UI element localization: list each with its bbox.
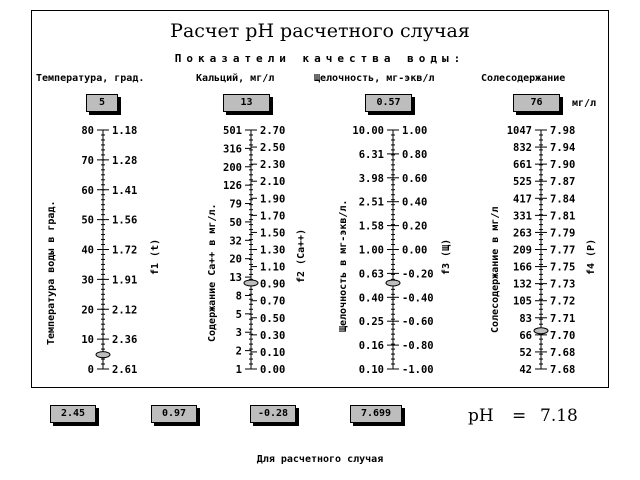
scale4-right-label: f4 (P) bbox=[586, 238, 597, 275]
header-temperature: Температура, град. bbox=[36, 73, 145, 84]
scale1-right-tick-label: 1.28 bbox=[112, 154, 138, 167]
scale1-left-tick-label: 50 bbox=[81, 214, 94, 227]
scale4-left-tick-label: 417 bbox=[513, 193, 532, 206]
scale4-left-tick-label: 1047 bbox=[506, 125, 532, 137]
scale3-left-tick-label: 1.00 bbox=[358, 244, 384, 257]
scale4-right-tick-label: 7.68 bbox=[550, 346, 576, 359]
scale4-right-tick-label: 7.98 bbox=[550, 125, 576, 137]
scale4-right-tick-label: 7.94 bbox=[550, 142, 576, 155]
salinity-unit: мг/л bbox=[572, 98, 597, 109]
scale2-right-tick-label: 0.90 bbox=[260, 278, 286, 291]
scale1-left-tick-label: 40 bbox=[81, 244, 94, 257]
scale3-left-label: Щелочность в мг-экв/л. bbox=[338, 199, 349, 332]
scale3-left-tick-label: 6.31 bbox=[358, 148, 384, 161]
scale2-right-tick-label: 1.50 bbox=[260, 227, 286, 240]
scale1-left-tick-label: 10 bbox=[81, 334, 94, 347]
salinity-input[interactable]: 76 bbox=[513, 94, 560, 112]
scale2-right-tick-label: 0.70 bbox=[260, 295, 286, 308]
scale3-left-tick-label: 0.16 bbox=[358, 340, 384, 353]
scale4-left-tick-label: 166 bbox=[513, 261, 532, 274]
footer-caption: Для расчетного случая bbox=[256, 454, 384, 465]
scale2-left-label: Содержание Са++ в мг/л. bbox=[207, 203, 218, 342]
scale2-right-tick-label: 2.10 bbox=[260, 176, 286, 189]
scale3-left-tick-label: 2.51 bbox=[358, 196, 384, 209]
scale1-left-tick-label: 0 bbox=[87, 364, 94, 376]
scale4-right-tick-label: 7.71 bbox=[550, 312, 576, 325]
scale2-left-tick-label: 501 bbox=[223, 125, 242, 137]
scale3-right-tick-label: 0.40 bbox=[402, 196, 428, 209]
scale4-left-tick-label: 42 bbox=[519, 364, 532, 376]
scale2-right-tick-label: 0.50 bbox=[260, 312, 286, 325]
scale3-right-tick-label: 0.00 bbox=[402, 244, 428, 257]
scale2-left-tick-label: 20 bbox=[229, 253, 242, 266]
scale3-right-tick-label: 0.60 bbox=[402, 172, 428, 185]
scale3-left-tick-label: 1.58 bbox=[358, 220, 384, 233]
scale4-left-tick-label: 66 bbox=[519, 329, 532, 342]
scale1-right-tick-label: 2.61 bbox=[112, 364, 138, 376]
result-f3: -0.28 bbox=[250, 405, 296, 423]
scale3-right-tick-label: -0.40 bbox=[402, 292, 434, 305]
scale1-right-tick-label: 1.41 bbox=[112, 184, 138, 197]
scale2-left-tick-label: 200 bbox=[223, 161, 242, 174]
header-salinity: Солесодержание bbox=[481, 73, 566, 84]
result-f4: 7.699 bbox=[350, 405, 402, 423]
scale2-left-tick-label: 32 bbox=[229, 235, 242, 248]
result-f1: 2.45 bbox=[50, 405, 96, 423]
scale4-left-tick-label: 209 bbox=[513, 244, 532, 257]
alkalinity-input[interactable]: 0.57 bbox=[365, 94, 412, 112]
scale2-left-tick-label: 8 bbox=[235, 290, 242, 303]
scale1-right-label: f1 (t) bbox=[150, 238, 161, 275]
scale4-left-tick-label: 331 bbox=[513, 210, 532, 223]
result-f2: 0.97 bbox=[151, 405, 197, 423]
scale4-left-tick-label: 52 bbox=[519, 346, 532, 359]
scale1-marker bbox=[96, 352, 110, 358]
scale4-left-tick-label: 832 bbox=[513, 142, 532, 155]
scale3-marker bbox=[386, 280, 400, 286]
scale4-right-tick-label: 7.70 bbox=[550, 329, 576, 342]
scale1-left-tick-label: 70 bbox=[81, 154, 94, 167]
scale4-right-tick-label: 7.87 bbox=[550, 176, 576, 189]
scale2-right-tick-label: 2.30 bbox=[260, 159, 286, 172]
scale2-right-tick-label: 1.30 bbox=[260, 244, 286, 257]
scale2-left-tick-label: 5 bbox=[235, 308, 242, 321]
scale3-right-tick-label: -0.60 bbox=[402, 316, 434, 329]
scale3-right-tick-label: 0.20 bbox=[402, 220, 428, 233]
scale2-left-tick-label: 2 bbox=[235, 345, 242, 358]
scale1-left-tick-label: 20 bbox=[81, 304, 94, 317]
scale4-right-tick-label: 7.75 bbox=[550, 261, 576, 274]
scale3-left-tick-label: 3.98 bbox=[358, 172, 384, 185]
scale3-left-tick-label: 0.63 bbox=[358, 268, 384, 281]
scale1-right-tick-label: 1.72 bbox=[112, 244, 138, 257]
scale3-right-tick-label: 0.80 bbox=[402, 148, 428, 161]
scale2-marker bbox=[244, 280, 258, 286]
scale2-left-tick-label: 316 bbox=[223, 143, 242, 156]
scale1-right-tick-label: 1.56 bbox=[112, 214, 138, 227]
scale2-right-label: f2 (Са++) bbox=[296, 228, 307, 283]
scale1-right-tick-label: 2.36 bbox=[112, 334, 138, 347]
scale2-right-tick-label: 0.00 bbox=[260, 364, 286, 376]
scale3-right-tick-label: 1.00 bbox=[402, 125, 428, 137]
scale3-right-tick-label: -0.20 bbox=[402, 268, 434, 281]
temperature-input[interactable]: 5 bbox=[86, 94, 118, 112]
scale3-right-tick-label: -0.80 bbox=[402, 340, 434, 353]
scale4-left-tick-label: 132 bbox=[513, 278, 532, 291]
section-subtitle: Показатели качества воды: bbox=[174, 52, 466, 65]
scale2-left-tick-label: 1 bbox=[235, 364, 242, 376]
scale1-left-label: Температура воды в град. bbox=[46, 200, 57, 345]
header-alkalinity: Щелочность, мг-экв/л bbox=[314, 73, 435, 84]
scale4-left-tick-label: 525 bbox=[513, 176, 532, 189]
scale1-left-tick-label: 30 bbox=[81, 274, 94, 287]
scale3-right-label: f3 (Щ) bbox=[441, 238, 452, 275]
scale2-left-tick-label: 13 bbox=[229, 272, 242, 285]
scale4-right-tick-label: 7.68 bbox=[550, 364, 576, 376]
scale2-right-tick-label: 1.10 bbox=[260, 261, 286, 274]
scale2-left-tick-label: 3 bbox=[235, 327, 242, 340]
scale1-right-tick-label: 1.91 bbox=[112, 274, 138, 287]
scale4-right-tick-label: 7.77 bbox=[550, 244, 576, 257]
scale2-right-tick-label: 0.10 bbox=[260, 346, 286, 359]
scale3-left-tick-label: 0.10 bbox=[358, 364, 384, 376]
header-calcium: Кальций, мг/л bbox=[196, 73, 275, 84]
scale2-right-tick-label: 2.50 bbox=[260, 142, 286, 155]
scale1-left-tick-label: 60 bbox=[81, 184, 94, 197]
scale4-left-tick-label: 263 bbox=[513, 227, 532, 240]
scale2-right-tick-label: 2.70 bbox=[260, 125, 286, 137]
scale4-right-tick-label: 7.72 bbox=[550, 295, 576, 308]
scale3-right-tick-label: -1.00 bbox=[402, 364, 434, 376]
scale4-left-tick-label: 105 bbox=[513, 295, 532, 308]
ph-value: 7.18 bbox=[540, 406, 578, 426]
calcium-input[interactable]: 13 bbox=[223, 94, 270, 112]
scale1-left-tick-label: 80 bbox=[81, 125, 94, 137]
scale2-left-tick-label: 50 bbox=[229, 216, 242, 229]
scale4-left-tick-label: 83 bbox=[519, 312, 532, 325]
scale4-right-tick-label: 7.90 bbox=[550, 159, 576, 172]
scale2-right-tick-label: 1.70 bbox=[260, 210, 286, 223]
scale4-right-tick-label: 7.79 bbox=[550, 227, 576, 240]
scale3-left-tick-label: 10.00 bbox=[352, 125, 384, 137]
scale4-left-tick-label: 661 bbox=[513, 159, 532, 172]
scale2-left-tick-label: 126 bbox=[223, 180, 242, 193]
scale3-left-tick-label: 0.25 bbox=[358, 316, 384, 329]
page-title: Расчет pH расчетного случая bbox=[170, 20, 470, 42]
scale4-right-tick-label: 7.84 bbox=[550, 193, 576, 206]
scale2-right-tick-label: 1.90 bbox=[260, 193, 286, 206]
scale2-left-tick-label: 79 bbox=[229, 198, 242, 211]
scale4-marker bbox=[534, 328, 548, 334]
scale1-right-tick-label: 2.12 bbox=[112, 304, 138, 317]
scale2-right-tick-label: 0.30 bbox=[260, 329, 286, 342]
ph-label: pH bbox=[468, 406, 494, 426]
scale1-right-tick-label: 1.18 bbox=[112, 125, 138, 137]
ph-equals: = bbox=[512, 406, 527, 426]
scale4-right-tick-label: 7.73 bbox=[550, 278, 576, 291]
scale4-right-tick-label: 7.81 bbox=[550, 210, 576, 223]
scale3-left-tick-label: 0.40 bbox=[358, 292, 384, 305]
scale4-left-label: Солесодержание в мг/л bbox=[490, 206, 501, 333]
